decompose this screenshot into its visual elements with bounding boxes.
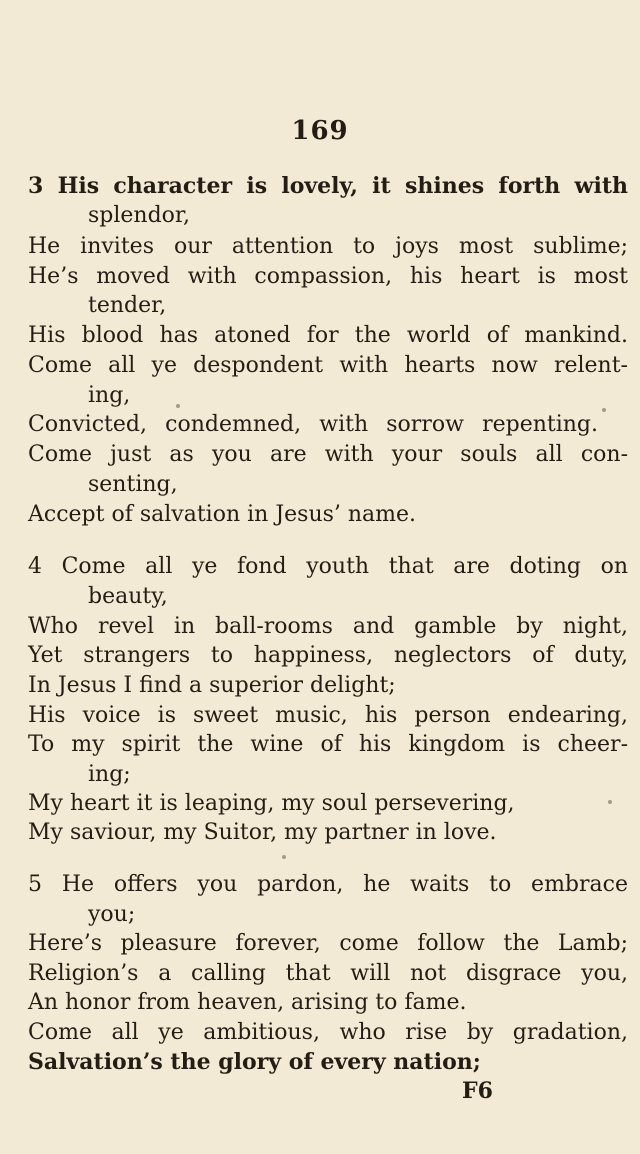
verse-line: He invites our attention to joys most sublime; (28, 234, 628, 259)
ink-speck (602, 408, 606, 412)
verse-line: 5 He offers you pardon, he waits to embrace (28, 872, 628, 897)
verse-line: To my spirit the wine of his kingdom is cheer- (28, 732, 628, 757)
verse-line: ing; (88, 762, 131, 787)
verse-line: My saviour, my Suitor, my partner in love. (28, 820, 497, 845)
verse-line: His blood has atoned for the world of mankind. (28, 323, 628, 348)
verse-line: Salvation’s the glory of every nation; (28, 1049, 481, 1075)
verse-line: An honor from heaven, arising to fame. (28, 990, 467, 1015)
verse-line: 3 His character is lovely, it shines forth with (28, 173, 628, 199)
signature-mark: F6 (462, 1078, 493, 1104)
verse-line: beauty, (88, 584, 168, 609)
verse-line: His voice is sweet music, his person endearing, (28, 703, 628, 728)
verse-line: ing, (88, 383, 131, 408)
verse-line: Accept of salvation in Jesus’ name. (28, 502, 417, 527)
verse-line: tender, (88, 293, 167, 318)
verse-line: splendor, (88, 203, 191, 228)
verse-line: Yet strangers to happiness, neglectors of duty, (28, 643, 628, 668)
verse-line: 4 Come all ye fond youth that are doting on (28, 554, 628, 579)
verse-line: Come just as you are with your souls all con- (28, 442, 628, 467)
verse-line: He’s moved with compassion, his heart is most (28, 264, 628, 289)
ink-speck (608, 800, 612, 804)
verse-line: In Jesus I find a superior delight; (28, 673, 396, 698)
verse-line: Come all ye despondent with hearts now relent- (28, 353, 628, 378)
ink-speck (282, 855, 286, 859)
page-number: 169 (291, 116, 349, 146)
verse-line: Convicted, condemned, with sorrow repenting. (28, 412, 598, 437)
verse-line: Come all ye ambitious, who rise by gradation, (28, 1020, 628, 1045)
verse-line: you; (88, 902, 136, 927)
verse-line: Religion’s a calling that will not disgrace you, (28, 961, 628, 986)
verse-line: senting, (88, 472, 178, 497)
verse-line: My heart it is leaping, my soul persevering, (28, 791, 515, 816)
verse-line: Here’s pleasure forever, come follow the Lamb; (28, 931, 628, 956)
verse-line: Who revel in ball-rooms and gamble by night, (28, 614, 628, 639)
ink-speck (176, 404, 180, 408)
